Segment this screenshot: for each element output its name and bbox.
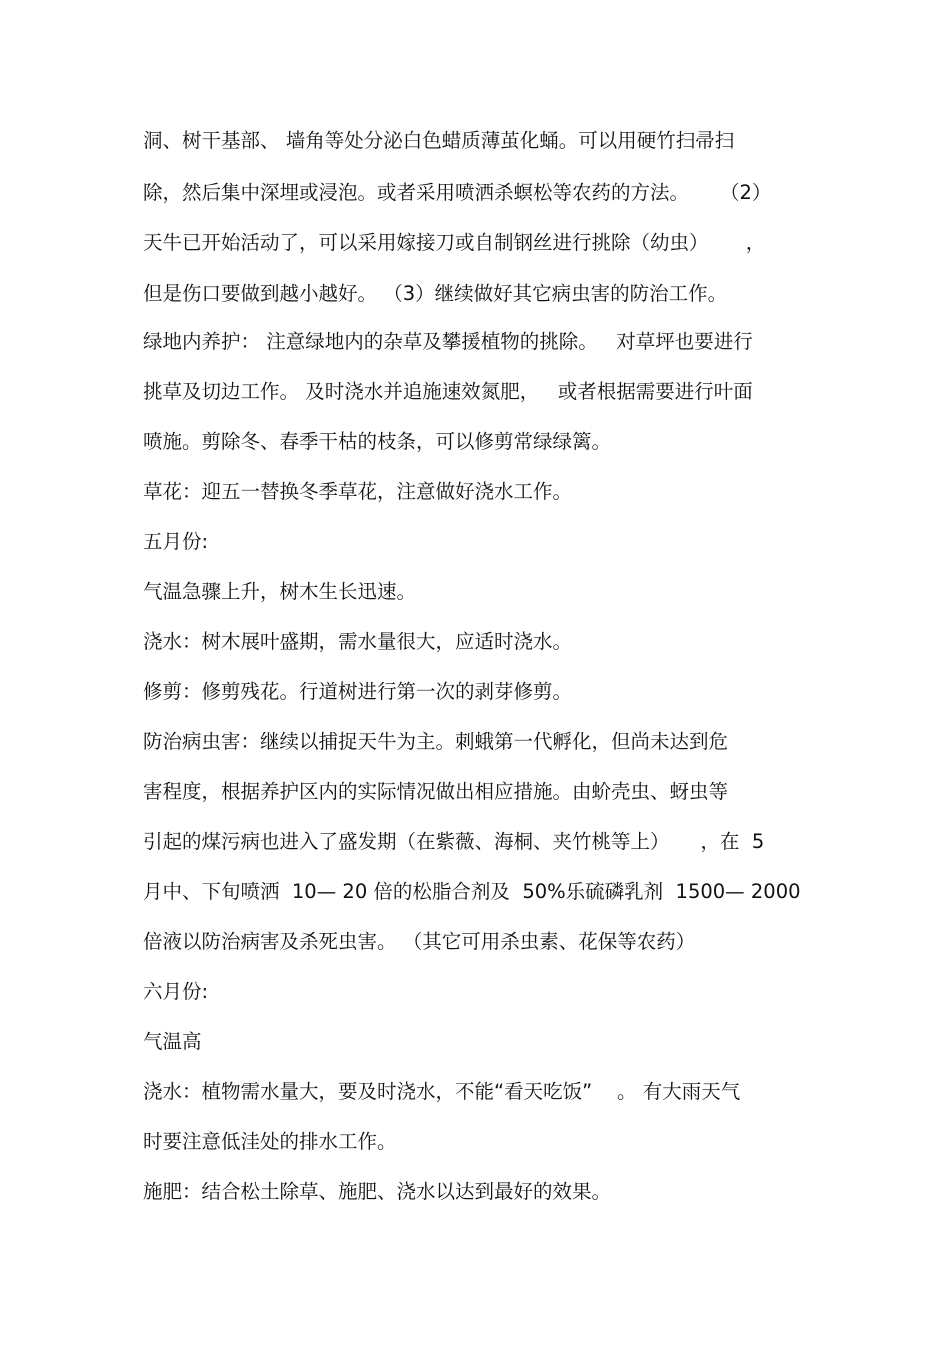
- text-line: 倍液以防治病害及杀死虫害。 （其它可用杀虫素、花保等农药）: [143, 930, 696, 953]
- section-heading: 五月份:: [143, 530, 209, 553]
- text-line: 挑草及切边工作。 及时浇水并追施速效氮肥， 或者根据需要进行叶面: [143, 380, 753, 403]
- text-line: 绿地内养护： 注意绿地内的杂草及攀援植物的挑除。 对草坪也要进行: [143, 330, 753, 353]
- text-line: 防治病虫害：继续以捕捉天牛为主。刺蛾第一代孵化，但尚未达到危: [143, 730, 729, 753]
- text-line: 浇水：植物需水量大，要及时浇水，不能“看天吃饭” 。 有大雨天气: [143, 1080, 741, 1103]
- text-line: 浇水：树木展叶盛期，需水量很大，应适时浇水。: [143, 630, 573, 653]
- text-line: 施肥：结合松土除草、施肥、浇水以达到最好的效果。: [143, 1180, 612, 1203]
- text-line: 修剪：修剪残花。行道树进行第一次的剥芽修剪。: [143, 680, 573, 703]
- text-line: 气温急骤上升，树木生长迅速。: [143, 580, 417, 603]
- text-line: 引起的煤污病也进入了盛发期（在紫薇、海桐、夹竹桃等上） ，在 5: [143, 830, 765, 853]
- text-line: 洞、树干基部、 墙角等处分泌白色蜡质薄茧化蛹。可以用硬竹扫帚扫: [143, 129, 735, 152]
- text-line: 时要注意低洼处的排水工作。: [143, 1130, 397, 1153]
- text-line: 喷施。剪除冬、春季干枯的枝条，可以修剪常绿绿篱。: [143, 430, 612, 453]
- text-line: 草花：迎五一替换冬季草花，注意做好浇水工作。: [143, 480, 573, 503]
- text-line: 但是伤口要做到越小越好。 （3）继续做好其它病虫害的防治工作。: [143, 282, 728, 305]
- text-line: 月中、下旬喷洒 10— 20 倍的松脂合剂及 50%乐硫磷乳剂 1500— 2000: [143, 880, 801, 903]
- text-line: 害程度，根据养护区内的实际情况做出相应措施。由蚧壳虫、蚜虫等: [143, 780, 729, 803]
- section-heading: 六月份:: [143, 980, 209, 1003]
- text-line: 气温高: [143, 1030, 202, 1053]
- text-line: 天牛已开始活动了，可以采用嫁接刀或自制钢丝进行挑除（幼虫） ，: [143, 231, 766, 254]
- text-line: 除，然后集中深埋或浸泡。或者采用喷洒杀螟松等农药的方法。 （2）: [143, 181, 772, 204]
